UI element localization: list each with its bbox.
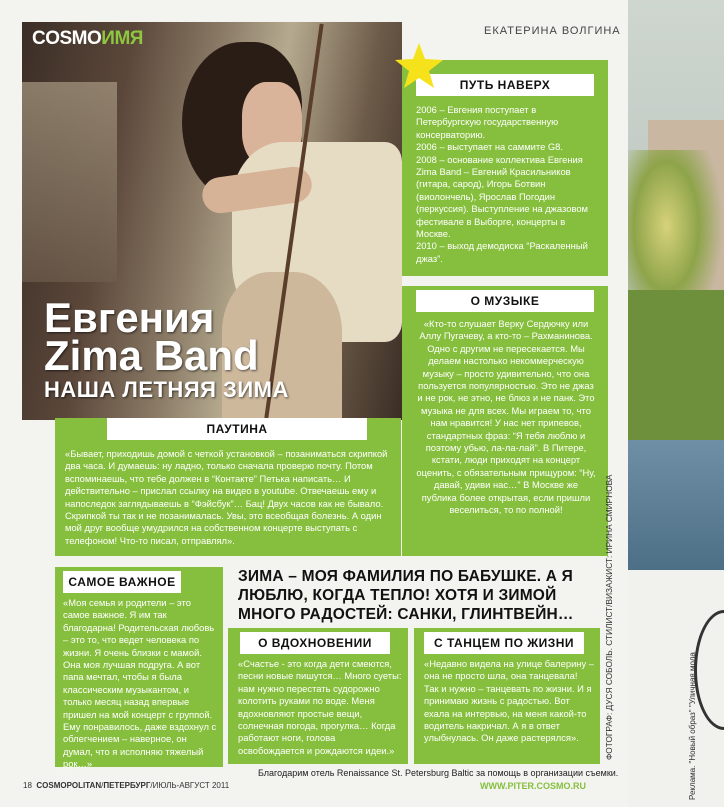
title-line-2: Zima Band (44, 332, 259, 379)
pull-quote: ЗИМА – МОЯ ФАМИЛИЯ ПО БАБУШКЕ. А Я ЛЮБЛЮ, КОГДА ТЕПЛО! ХОТЯ И ЗИМОЙ МНОГО РАДОСТЕЙ: САНКИ, ГЛИНТВЕЙН… (238, 568, 574, 623)
thanks-note: Благодарим отель Renaissance St. Petersburg Baltic за помощь в организации съемки. (258, 768, 619, 778)
box-important-title: САМОЕ ВАЖНОЕ (63, 571, 181, 593)
box-inspiration (228, 628, 408, 764)
footer-issue: ИЮЛЬ-АВГУСТ 2011 (152, 781, 230, 790)
footer-city: ПЕТЕРБУРГ (103, 781, 151, 790)
box-web-text: «Бывает, приходишь домой с четкой установкой – позаниматься скрипкой два часа. И думаешь: ну ладно, только сначала проверю почту. Потом вспоминаешь, что тебе должен в “Контакте” Петька написать… И действительно – прислал ссылку на видео в youtube. Отвечаешь ему и напоследок заглядываешь в “Фэйсбук”… Бац! Двух часов как не бывало. Скрипкой ты так и не позанималась. Увы, это всеобщая болезнь. А один мой друг вообще умудрился на собственном концерте выступать с телефоном! Что-то писал, отправлял». (65, 448, 388, 546)
footer-magazine: COSMOPOLITAN (36, 781, 102, 790)
box-path-text: 2006 – Евгения поступает в Петербургскую государственную консерваторию. 2006 – выступает на саммите G8. 2008 – основание коллектива Евгения Zima Band – Евгений Красильников (гитара, сарод), Игорь Ботвин (виолончель), Ярослав Погодин (перкуссия). Выступление на джазовом фестивале в Выборге, концерты в Москве. 2010 – выход демодиска “Раскаленный джаз”. (416, 104, 588, 264)
box-important-text: «Моя семья и родители – это самое важное. Я им так благодарна! Родительская любовь – это то, что ведет человека по жизни. Я очень близки с мамой. Она моя лучшая подруга. А вот папа мечтал, чтобы я была классическим музыкантом, и только месяц назад впервые пришел на мой концерт с группой. Ему понравилось, даже вздохнул с облегчением – наверное, он думал, что я исполняю тяжелый рок…» (63, 597, 217, 770)
box-dance (414, 628, 600, 764)
box-path (402, 60, 608, 276)
section-brand (32, 28, 143, 50)
site-url[interactable]: WWW.PITER.COSMO.RU (480, 781, 586, 791)
box-dance-title: С ТАНЦЕМ ПО ЖИЗНИ (424, 632, 584, 654)
box-inspiration-text: «Счастье - это когда дети смеются, песни новые пишутся… Много суеты: нам нужно перестать судорожно колотить руками по воде. Меня вдохновляют простые вещи, солнечная погода, прогулка… Когда работают ноги, голова освобождается и рождаются идеи.» (238, 658, 402, 756)
box-music (402, 286, 608, 556)
next-page-greenery (628, 290, 724, 440)
brand-cosmo: COSMO (32, 28, 102, 49)
box-dance-text: «Недавно видела на улице балерину – она не просто шла, она танцевала! Так и нужно – танцевать по жизни. И я принимаю жизнь с радостью. Вот ехала на интервью, на меня какой-то водитель накричал. А я в ответ улыбнулась. Он даже растерялся». (424, 658, 594, 744)
next-page-pool (628, 440, 724, 570)
author-name: ЕКАТЕРИНА ВОЛГИНА (484, 25, 621, 37)
article-title (44, 294, 289, 404)
title-subtitle: НАША ЛЕТНЯЯ ЗИМА (44, 377, 289, 402)
page-footer: 18 COSMOPOLITAN/ПЕТЕРБУРГ/ИЮЛЬ-АВГУСТ 2011 (23, 781, 230, 790)
title-line-1: Евгения (44, 294, 215, 341)
star-icon (394, 42, 444, 90)
box-path-title: ПУТЬ НАВЕРХ (416, 74, 594, 96)
photo-window (22, 82, 117, 282)
box-inspiration-title: О ВДОХНОВЕНИИ (240, 632, 390, 654)
box-music-text: «Кто-то слушает Верку Сердючку или Аллу Пугачеву, а кто-то – Рахманинова. Одно с другим не пересекается. Мы делаем настолько некоммерческую музыку – просто удивительно, что она пользуется популярностью. Это не джаз и не рок, не этно, не блюз и не панк. Это музыка не для всех. Мы играем то, что нам нравится! У нас нет припевов, стандартных фраз: “Я тебя люблю и поэтому убью, ла-ла-лай”. В Питере, кстати, люди приходят на концерт оценить, с обязательным прищуром: “Ну, давай, удиви нас…” В Москве же публика более открытая, если пришли веселиться, то по полной! (416, 318, 596, 516)
photo-credit: ФОТОГРАФ: ДУСЯ СОБОЛЬ. СТИЛИСТ/ВИЗАЖИСТ: ИРИНА СМИРНОВА (604, 474, 614, 760)
brand-section: ИМЯ (101, 28, 143, 49)
next-page-edge (628, 0, 724, 807)
box-web (55, 418, 401, 556)
box-web-title: ПАУТИНА (107, 418, 367, 440)
box-important (55, 567, 223, 770)
page-number: 18 (23, 781, 32, 790)
box-music-title: О МУЗЫКЕ (416, 290, 594, 312)
next-page-credit: Реклама. "Новый образ" "Уличная мода (688, 652, 697, 800)
